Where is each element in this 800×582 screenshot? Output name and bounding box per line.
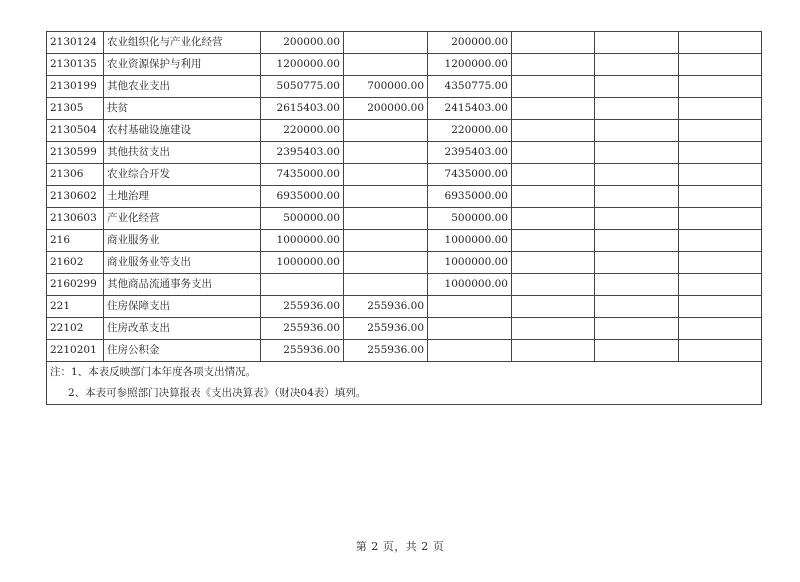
row-empty-cell (512, 230, 595, 252)
row-code: 21305 (47, 98, 104, 120)
row-name: 农业组织化与产业化经营 (104, 32, 261, 54)
row-project: 220000.00 (428, 120, 512, 142)
row-empty-cell (679, 142, 762, 164)
row-code: 2130124 (47, 32, 104, 54)
row-empty-cell (595, 274, 679, 296)
table-row (47, 54, 762, 76)
row-name: 农业综合开发 (104, 164, 261, 186)
row-project: 2415403.00 (428, 98, 512, 120)
row-empty-cell (512, 98, 595, 120)
row-empty-cell (595, 98, 679, 120)
note-line-2: 2、本表可参照部门决算报表《支出决算表》（财决04表）填列。 (68, 387, 367, 399)
row-empty-cell (595, 186, 679, 208)
row-total: 220000.00 (261, 120, 344, 142)
row-empty-cell (595, 340, 679, 362)
table-row (47, 230, 762, 252)
row-empty-cell (595, 164, 679, 186)
table-row (47, 120, 762, 142)
row-project (428, 318, 512, 340)
row-empty-cell (512, 76, 595, 98)
table-row (47, 186, 762, 208)
row-project (428, 340, 512, 362)
expenditure-table (46, 31, 762, 405)
row-code: 2130504 (47, 120, 104, 142)
row-empty-cell (512, 252, 595, 274)
row-project: 1200000.00 (428, 54, 512, 76)
row-empty-cell (512, 186, 595, 208)
table-notes (47, 362, 762, 405)
row-basic: 255936.00 (344, 318, 428, 340)
row-empty-cell (595, 120, 679, 142)
row-empty-cell (512, 318, 595, 340)
row-total: 2395403.00 (261, 142, 344, 164)
table-row (47, 208, 762, 230)
row-total: 6935000.00 (261, 186, 344, 208)
row-project: 200000.00 (428, 32, 512, 54)
table-row (47, 76, 762, 98)
row-code: 2130602 (47, 186, 104, 208)
row-name: 扶贫 (104, 98, 261, 120)
row-code: 2210201 (47, 340, 104, 362)
row-empty-cell (679, 208, 762, 230)
row-total: 5050775.00 (261, 76, 344, 98)
row-name: 其他商品流通事务支出 (104, 274, 261, 296)
row-code: 21306 (47, 164, 104, 186)
row-name: 其他扶贫支出 (104, 142, 261, 164)
row-code: 221 (47, 296, 104, 318)
row-name: 商业服务业 (104, 230, 261, 252)
row-empty-cell (512, 120, 595, 142)
row-basic (344, 230, 428, 252)
row-total: 7435000.00 (261, 164, 344, 186)
row-basic (344, 186, 428, 208)
row-total: 1000000.00 (261, 252, 344, 274)
row-name: 农村基础设施建设 (104, 120, 261, 142)
row-empty-cell (679, 120, 762, 142)
table-row (47, 340, 762, 362)
row-empty-cell (512, 340, 595, 362)
row-code: 216 (47, 230, 104, 252)
row-empty-cell (679, 252, 762, 274)
row-empty-cell (679, 164, 762, 186)
row-name: 住房公积金 (104, 340, 261, 362)
row-empty-cell (679, 230, 762, 252)
row-name: 商业服务业等支出 (104, 252, 261, 274)
table-body (47, 32, 762, 362)
row-empty-cell (679, 186, 762, 208)
row-basic (344, 32, 428, 54)
row-empty-cell (595, 142, 679, 164)
table-row (47, 32, 762, 54)
row-empty-cell (595, 230, 679, 252)
row-basic (344, 208, 428, 230)
row-name: 住房改革支出 (104, 318, 261, 340)
row-empty-cell (679, 98, 762, 120)
row-project: 2395403.00 (428, 142, 512, 164)
row-project: 500000.00 (428, 208, 512, 230)
row-code: 21602 (47, 252, 104, 274)
row-name: 其他农业支出 (104, 76, 261, 98)
row-empty-cell (679, 274, 762, 296)
table-row (47, 318, 762, 340)
row-total: 1200000.00 (261, 54, 344, 76)
row-empty-cell (512, 142, 595, 164)
row-empty-cell (595, 32, 679, 54)
row-total: 200000.00 (261, 32, 344, 54)
row-code: 2130135 (47, 54, 104, 76)
row-basic: 255936.00 (344, 296, 428, 318)
row-code: 2130199 (47, 76, 104, 98)
row-project: 1000000.00 (428, 230, 512, 252)
row-total: 255936.00 (261, 340, 344, 362)
table-row (47, 164, 762, 186)
row-empty-cell (512, 208, 595, 230)
table-row (47, 296, 762, 318)
row-code: 2130603 (47, 208, 104, 230)
table-row (47, 142, 762, 164)
row-empty-cell (679, 54, 762, 76)
row-basic (344, 164, 428, 186)
page-number: 第 2 页，共 2 页 (355, 540, 445, 553)
table-row (47, 252, 762, 274)
row-project: 6935000.00 (428, 186, 512, 208)
row-name: 土地治理 (104, 186, 261, 208)
row-total (261, 274, 344, 296)
row-empty-cell (595, 252, 679, 274)
row-name: 产业化经营 (104, 208, 261, 230)
table-row (47, 98, 762, 120)
row-basic (344, 54, 428, 76)
notes-row (47, 362, 762, 405)
row-total: 255936.00 (261, 318, 344, 340)
row-empty-cell (512, 296, 595, 318)
row-code: 22102 (47, 318, 104, 340)
row-empty-cell (595, 54, 679, 76)
row-project (428, 296, 512, 318)
row-empty-cell (595, 296, 679, 318)
row-total: 255936.00 (261, 296, 344, 318)
row-basic (344, 142, 428, 164)
row-empty-cell (679, 76, 762, 98)
row-empty-cell (679, 32, 762, 54)
row-project: 4350775.00 (428, 76, 512, 98)
row-project: 1000000.00 (428, 274, 512, 296)
row-project: 1000000.00 (428, 252, 512, 274)
table-row (47, 274, 762, 296)
row-basic: 700000.00 (344, 76, 428, 98)
row-code: 2160299 (47, 274, 104, 296)
row-empty-cell (595, 76, 679, 98)
row-name: 农业资源保护与利用 (104, 54, 261, 76)
row-code: 2130599 (47, 142, 104, 164)
row-empty-cell (679, 296, 762, 318)
row-empty-cell (595, 318, 679, 340)
row-total: 1000000.00 (261, 230, 344, 252)
row-empty-cell (679, 318, 762, 340)
row-empty-cell (512, 54, 595, 76)
row-empty-cell (512, 32, 595, 54)
row-empty-cell (679, 340, 762, 362)
row-empty-cell (512, 274, 595, 296)
row-total: 2615403.00 (261, 98, 344, 120)
row-total: 500000.00 (261, 208, 344, 230)
row-name: 住房保障支出 (104, 296, 261, 318)
row-basic (344, 274, 428, 296)
row-project: 7435000.00 (428, 164, 512, 186)
row-empty-cell (512, 164, 595, 186)
row-basic (344, 120, 428, 142)
row-empty-cell (595, 208, 679, 230)
row-basic: 200000.00 (344, 98, 428, 120)
row-basic (344, 252, 428, 274)
note-line-1: 注：1、本表反映部门本年度各项支出情况。 (50, 366, 257, 378)
row-basic: 255936.00 (344, 340, 428, 362)
